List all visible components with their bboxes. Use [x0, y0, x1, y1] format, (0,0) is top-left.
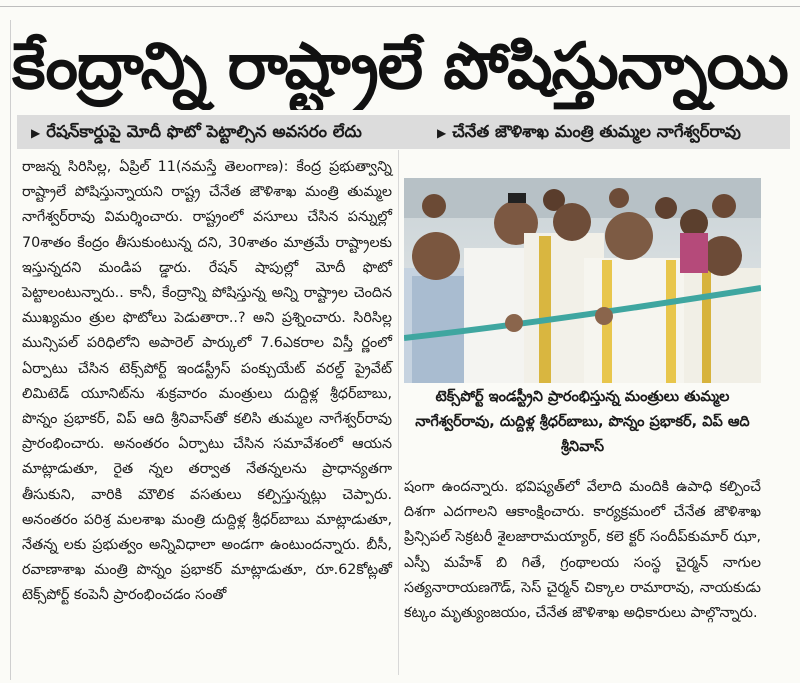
- news-photo-illustration: [404, 178, 761, 383]
- left-margin-rule: [10, 20, 11, 680]
- article-column-left: [22, 155, 392, 609]
- article-body-left: రాజన్న సిరిసిల్ల, ఏప్రిల్ 11(నమస్తే తెలంగాణ): కేంద్ర ప్రభుత్వాన్ని రాష్ట్రాలే పోషిస్తున్నాయని రాష్ట్ర చేనేత జౌళిశాఖ మంత్రి తుమ్మల నాగేశ్వర్‌రావు విమర్శించారు. రాష్ట్రంలో వసూలు చేసిన పన్నుల్లో 70శాతం కేంద్రం తీసుకుంటున్న దని, 30శాతం మాత్రమే రాష్ట్రాలకు ఇస్తున్నదని మండిప డ్డారు. రేషన్ షాపుల్లో మోదీ ఫొటో పెట్టాలంటున్నారు.. కానీ, కేంద్రాన్ని పోషిస్తున్న అన్ని రాష్ట్రాల చెందిన ముఖ్యమం త్రుల ఫొటోలు పెడుతారా..? అని ప్రశ్నించారు. సిరిసిల్ల మున్సిపల్ పరిధిలోని అపారెల్ పార్కులో 7.6ఎకరాల విస్తీ ర్ణంలో ఏర్పాటు చేసిన టెక్స్‌పోర్ట్ ఇండస్ట్రీస్ పంక్చుయేట్ వరల్డ్ ప్రైవేట్ లిమిటెడ్ యూనిట్‌ను శుక్రవారం మంత్రులు దుద్దిళ్ల శ్రీధర్‌బాబు, పొన్నం ప్రభాకర్, విప్ ఆది శ్రీనివాస్‌తో కలిసి తుమ్మల నాగేశ్వర్‌రావు ప్రారంభించారు. అనంతరం ఏర్పాటు చేసిన సమావేశంలో ఆయన మాట్లాడుతూ, రైత న్నల తర్వాత నేతన్నలను ప్రాధాన్యతగా తీసుకుని, వారికి మౌలిక వసతులు కల్పిస్తున్నట్లు చెప్పారు. అనంతరం పరిశ్ర మలశాఖ మంత్రి దుద్దిళ్ల శ్రీధర్‌బాబు మాట్లాడుతూ, నేతన్న లకు ప్రభుత్వం అన్నివిధాలా అండగా ఉంటుందన్నారు. బీసీ, రవాణాశాఖ మంత్రి పొన్నం ప్రభాకర్ మాట్లాడుతూ, రూ.62కోట్లతో టెక్స్‌పోర్ట్ కంపెనీ ప్రారంభించడం సంతో: [22, 159, 392, 604]
- headline: కేంద్రాన్ని రాష్ట్రాలే పోషిస్తున్నాయి: [12, 30, 788, 104]
- news-photo: [404, 178, 761, 383]
- subhead-bar: [17, 115, 790, 149]
- triangle-bullet-icon: ▶: [31, 126, 41, 140]
- photo-caption: టెక్స్‌పోర్ట్ ఇండస్ట్రీని ప్రారంభిస్తున్న మంత్రులు తుమ్మల నాగేశ్వర్‌రావు, దుద్దిళ్ల శ్రీధర్‌బాబు, పొన్నం ప్రభాకర్, విప్ ఆది శ్రీనివాస్: [415, 389, 750, 455]
- subhead-1: [31, 115, 362, 149]
- triangle-bullet-icon: ▶: [437, 126, 447, 140]
- article-body-right: షంగా ఉందన్నారు. భవిష్యత్‌లో వేలాది మందికి ఉపాధి కల్పించే దిశగా ఎదగాలని ఆకాంక్షించారు. కార్యక్రమంలో చేనేత జౌళిశాఖ ప్రిన్సిపల్ సెక్రటరీ శైలజారామయ్యార్, కలె క్టర్ సందీప్‌కుమార్ ఝా, ఎస్పీ మహేశ్ బి గితే, గ్రంథాలయ సంస్థ చైర్మన్ నాగుల సత్యనారాయణగౌడ్, సెస్ చైర్మన్ చిక్కాల రామారావు, నాయకుడు కట్కం మృత్యుంజయం, చేనేత జౌళిశాఖ అధికారులు పాల్గొన్నారు.: [404, 479, 761, 622]
- column-divider: [398, 150, 399, 675]
- subhead-2-text: చేనేత జౌళిశాఖ మంత్రి తుమ్మల నాగేశ్వర్‌రావు: [452, 122, 741, 141]
- article-column-right: [404, 475, 761, 626]
- subhead-1-text: రేషన్‌కార్డుపై మోదీ ఫొటో పెట్టాల్సిన అవసరం లేదు: [46, 122, 362, 141]
- top-rule: [0, 6, 800, 7]
- subhead-2: [437, 115, 741, 149]
